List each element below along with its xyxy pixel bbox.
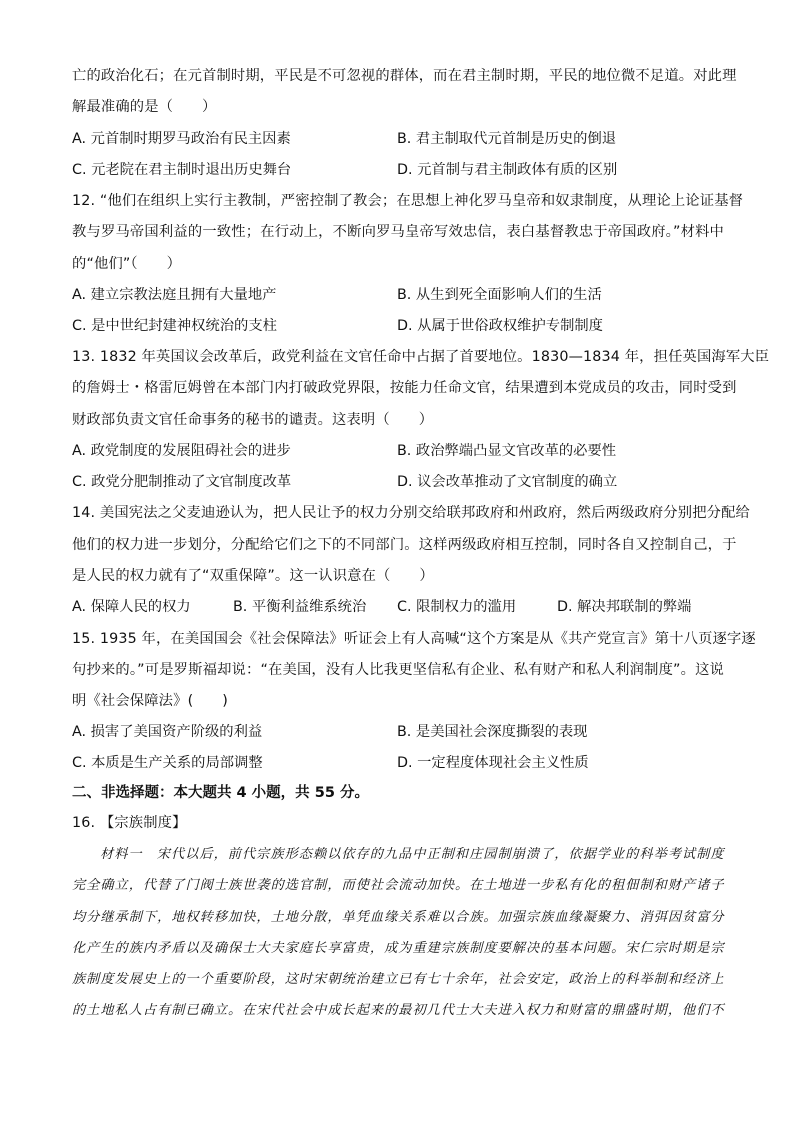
q11-stem-line-2: 解最准确的是（ ） — [72, 99, 217, 115]
q13-option-c[interactable]: C. 政党分肥制推动了文官制度改革 — [72, 474, 292, 490]
q11-option-b[interactable]: B. 君主制取代元首制是历史的倒退 — [397, 131, 617, 147]
q14-option-a[interactable]: A. 保障人民的权力 — [72, 599, 191, 615]
q14-stem-line-1: 14. 美国宪法之父麦迪逊认为，把人民让予的权力分别交给联邦政府和州政府，然后两级政府分别把分配给 — [72, 505, 750, 521]
q12-stem-line-3: 的“他们”（ ） — [72, 256, 182, 272]
q15-stem-line-2: 句抄来的。”可是罗斯福却说：“在美国，没有人比我更坚信私有企业、私有财产和私人利润制度”。这说 — [72, 662, 724, 678]
q15-stem-line-3: 明《社会保障法》( ) — [72, 693, 228, 709]
q13-stem-line-1: 13. 1832 年英国议会改革后，政党利益在文官任命中占据了首要地位。1830—1834 年，担任英国海军大臣 — [72, 349, 770, 365]
q15-stem-line-1: 15. 1935 年，在美国国会《社会保障法》听证会上有人高喊“这个方案是从《共产党宣言》第十八页逐字逐 — [72, 631, 756, 647]
q15-option-d[interactable]: D. 一定程度体现社会主义性质 — [397, 755, 589, 771]
q14-stem-line-2: 他们的权力进一步划分，分配给它们之下的不同部门。这样两级政府相互控制，同时各自又控制自己，于 — [72, 537, 737, 553]
q16-material-line-6: 的土地私人占有制已确立。在宋代社会中成长起来的最初几代士大夫进入权力和财富的鼎盛时期，他们不 — [72, 1003, 724, 1018]
q11-option-a[interactable]: A. 元首制时期罗马政治有民主因素 — [72, 131, 291, 147]
q13-stem-line-3: 财政部负责文官任命事务的秘书的谴责。这表明（ ） — [72, 412, 434, 428]
q16-material-line-1: 材料一 宋代以后，前代宗族形态赖以依存的九品中正制和庄园制崩溃了，依据学业的科举考试制度 — [100, 847, 724, 862]
q12-option-b[interactable]: B. 从生到死全面影响人们的生活 — [397, 287, 602, 303]
q16-material-line-4: 化产生的族内矛盾以及确保士大夫家庭长享富贵，成为重建宗族制度要解决的基本问题。宋仁宗时期是宗 — [72, 941, 724, 956]
q13-option-b[interactable]: B. 政治弊端凸显文官改革的必要性 — [397, 443, 617, 459]
q13-stem-line-2: 的詹姆士・格雷厄姆曾在本部门内打破政党界限，按能力任命文官，结果遭到本党成员的攻击，同时受到 — [72, 380, 737, 396]
q12-stem-line-1: 12. “他们在组织上实行主教制，严密控制了教会；在思想上神化罗马皇帝和奴隶制度，从理论上论证基督 — [72, 193, 744, 209]
q12-option-d[interactable]: D. 从属于世俗政权维护专制制度 — [397, 318, 603, 334]
q14-option-b[interactable]: B. 平衡利益维系统治 — [233, 599, 367, 615]
q15-option-c[interactable]: C. 本质是生产关系的局部调整 — [72, 755, 263, 771]
q16-material-line-5: 族制度发展史上的一个重要阶段，这时宋朝统治建立已有七十余年，社会安定，政治上的科举制和经济上 — [72, 972, 724, 987]
q14-option-d[interactable]: D. 解决邦联制的弊端 — [557, 599, 692, 615]
q11-stem-line-1: 亡的政治化石；在元首制时期，平民是不可忽视的群体，而在君主制时期，平民的地位微不足道。对此理 — [72, 68, 737, 84]
q16-material-line-3: 均分继承制下，地权转移加快，土地分散，单凭血缘关系难以合族。加强宗族血缘凝聚力、消弭因贫富分 — [72, 910, 724, 925]
q13-option-a[interactable]: A. 政党制度的发展阻碍社会的进步 — [72, 443, 291, 459]
q12-option-a[interactable]: A. 建立宗教法庭且拥有大量地产 — [72, 287, 277, 303]
q11-option-d[interactable]: D. 元首制与君主制政体有质的区别 — [397, 162, 618, 178]
q12-option-c[interactable]: C. 是中世纪封建神权统治的支柱 — [72, 318, 277, 334]
q14-stem-line-3: 是人民的权力就有了“双重保障”。这一认识意在（ ） — [72, 568, 434, 584]
section-heading: 二、非选择题：本大题共 4 小题，共 55 分。 — [72, 785, 369, 801]
q14-option-c[interactable]: C. 限制权力的滥用 — [397, 599, 517, 615]
q11-option-c[interactable]: C. 元老院在君主制时退出历史舞台 — [72, 162, 292, 178]
q16-material-line-2: 完全确立，代替了门阀士族世袭的选官制，而使社会流动加快。在土地进一步私有化的租佃制和财产诸子 — [72, 878, 724, 893]
q13-option-d[interactable]: D. 议会改革推动了文官制度的确立 — [397, 474, 618, 490]
q16-title: 16. 【宗族制度】 — [72, 815, 187, 831]
q15-option-b[interactable]: B. 是美国社会深度撕裂的表现 — [397, 724, 588, 740]
q12-stem-line-2: 教与罗马帝国利益的一致性；在行动上，不断向罗马皇帝写效忠信，表白基督教忠于帝国政府。”材料中 — [72, 224, 724, 240]
q15-option-a[interactable]: A. 损害了美国资产阶级的利益 — [72, 724, 263, 740]
